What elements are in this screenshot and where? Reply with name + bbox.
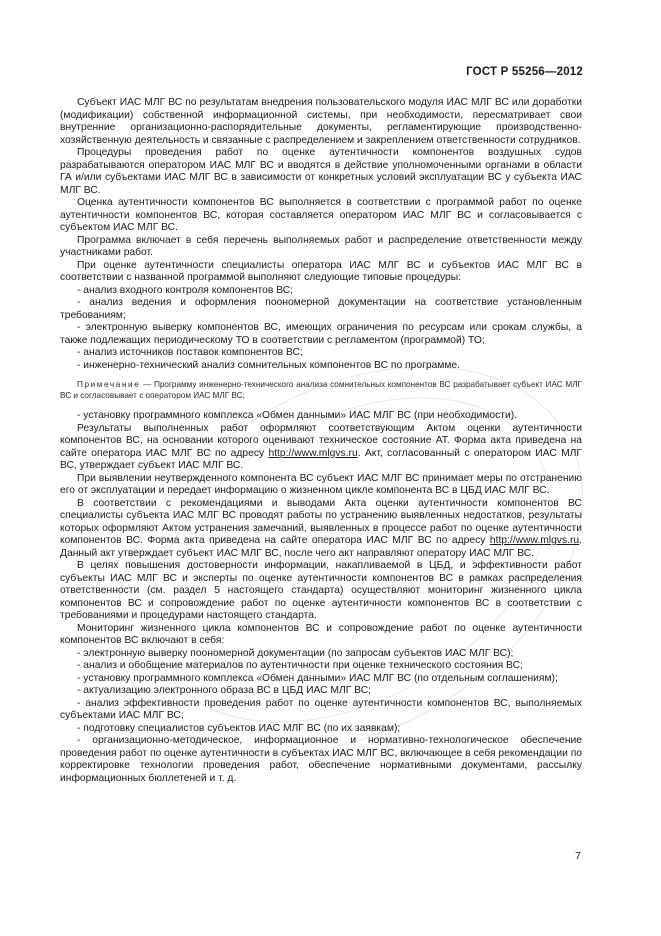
note-text: — Программу инженерно-технического анализа сомнительных компонентов ВС разрабатывает субъект ИАС МЛГ ВС и согласовывает с оператором ИАС МЛГ ВС; [60, 380, 582, 400]
paragraph: Процедуры проведения работ по оценке аутентичности компонентов воздушных судов разрабатываются оператором ИАС МЛГ ВС и вводятся в действие уполномоченными органами в области ГА и/или субъектами ИАС МЛГ ВС в зависимости от конкретных условий эксплуатации ВС у субъекта ИАС МЛГ ВС. [60, 147, 582, 196]
document-number-header: ГОСТ Р 55256—2012 [466, 66, 583, 78]
list-item: - подготовку специалистов субъектов ИАС МЛГ ВС (по их заявкам); [77, 722, 401, 734]
paragraph: При оценке аутентичности специалисты оператора ИАС МЛГ ВС и субъектов ИАС МЛГ ВС в соответствии с названной программой выполняют следующие типовые процедуры: [60, 259, 582, 283]
list-item: - электронную выверку поономерной документации (по запросам субъектов ИАС МЛГ ВС); [77, 647, 514, 659]
paragraph-text: . Данный акт утверждает субъект ИАС МЛГ ВС, после чего акт направляют оператору ИАС МЛГ ВС. [60, 535, 582, 559]
document-body [60, 97, 582, 785]
page-number: 7 [575, 850, 581, 862]
list-item: - анализ входного контроля компонентов ВС; [77, 284, 294, 296]
paragraph [60, 423, 582, 473]
paragraph-text: В соответствии с рекомендациями и выводами Акта оценки аутентичности компонентов ВС специалисты субъекта ИАС МЛГ ВС проводят работы по устранению выявленных недостатков, результаты которых оформляют Актом устранения замечаний, выявленных в процессе работ по оценке аутентичности компонентов ВС. Форма акта приведена на сайте оператора ИАС МЛГ ВС по адресу [60, 497, 582, 546]
paragraph-text: Результаты выполненных работ оформляют соответствующим Актом оценки аутентичности компонентов ВС, на основании которого оценивают техническое состояние АТ. Форма акта приведена на сайте оператора ИАС МЛГ ВС по адресу [60, 422, 582, 459]
list-item: - актуализацию электронного образа ВС в ЦБД ИАС МЛГ ВС; [77, 685, 372, 696]
website-link[interactable]: http://www.mlgvs.ru [489, 535, 580, 546]
list-item: - анализ и обобщение материалов по аутентичности при оценке технического состояния ВС; [77, 660, 523, 671]
list-item: - установку программного комплекса «Обмен данными» ИАС МЛГ ВС (при необходимости). [77, 410, 517, 421]
list-item: - организационно-методическое, информационное и нормативно-технологическое обеспечение проведения работ по оценке аутентичности в субъектах ИАС МЛГ ВС, включающее в себя рекомендации по корректировке технологии проведения работ, обеспечение нормативными документами, рассылку информационных бюллетеней и т. д. [60, 735, 582, 784]
website-link[interactable]: http://www.mlgvs.ru [268, 447, 358, 459]
list-item: - инженерно-технический анализ сомнительных компонентов ВС по программе. [77, 359, 461, 371]
paragraph: При выявлении неутвержденного компонента ВС субъект ИАС МЛГ ВС принимает меры по отстранению его от эксплуатации и передает информацию о жизненном цикле компонента ВС в ЦБД ИАС МЛГ ВС. [60, 472, 582, 496]
paragraph-text: . Акт, согласованный с оператором ИАС МЛГ ВС, утверждает субъект ИАС МЛГ ВС. [60, 447, 582, 471]
paragraph: Оценка аутентичности компонентов ВС выполняется в соответствии с программой работ по оценке аутентичности компонентов ВС, которая составляется оператором ИАС МЛГ ВС и согласовывается с субъектом ИАС МЛГ ВС. [60, 197, 582, 233]
paragraph [60, 498, 582, 561]
note-label: Примечание [77, 380, 141, 389]
paragraph: Субъект ИАС МЛГ ВС по результатам внедрения пользовательского модуля ИАС МЛГ ВС или доработки (модификации) собственной информационной системы, при необходимости, пересматривает свои внутренние организационно-распорядительные документы, регламентирующие производственно-хозяйственную деятельность и связанные с распределением и закреплением ответственности сотрудников. [60, 97, 582, 146]
paragraph: Программа включает в себя перечень выполняемых работ и распределение ответственности между участниками работ. [60, 234, 582, 258]
list-item: - анализ эффективности проведения работ по оценке аутентичности компонентов ВС, выполняемых субъектами ИАС МЛГ ВС; [60, 697, 582, 721]
paragraph: Мониторинг жизненного цикла компонентов ВС и сопровождение работ по оценке аутентичности компонентов ВС включают в себя: [60, 622, 582, 646]
paragraph: В целях повышения достоверности информации, накапливаемой в ЦБД, и эффективности работ субъекты ИАС МЛГ ВС и эксперты по оценке аутентичности компонентов ВС в рамках распределения ответственности (см. раздел 5 настоящего стандарта) осуществляют мониторинг жизненного цикла компонентов ВС и сопровождение работ по оценке аутентичности компонентов ВС в соответствии с требованиями и процедурами настоящего стандарта. [60, 560, 582, 621]
note [60, 379, 582, 401]
list-item: - анализ ведения и оформления поономерной документации на соответствие установленным требованиям; [60, 297, 582, 321]
list-item: - электронную выверку компонентов ВС, имеющих ограничения по ресурсам или срокам службы, а также подлежащих периодическому ТО в соответствии с регламентом (программой) ТО; [60, 322, 582, 346]
list-item: - установку программного комплекса «Обмен данными» ИАС МЛГ ВС (по отдельным соглашениям); [77, 672, 558, 684]
list-item: - анализ источников поставок компонентов ВС; [77, 347, 303, 358]
